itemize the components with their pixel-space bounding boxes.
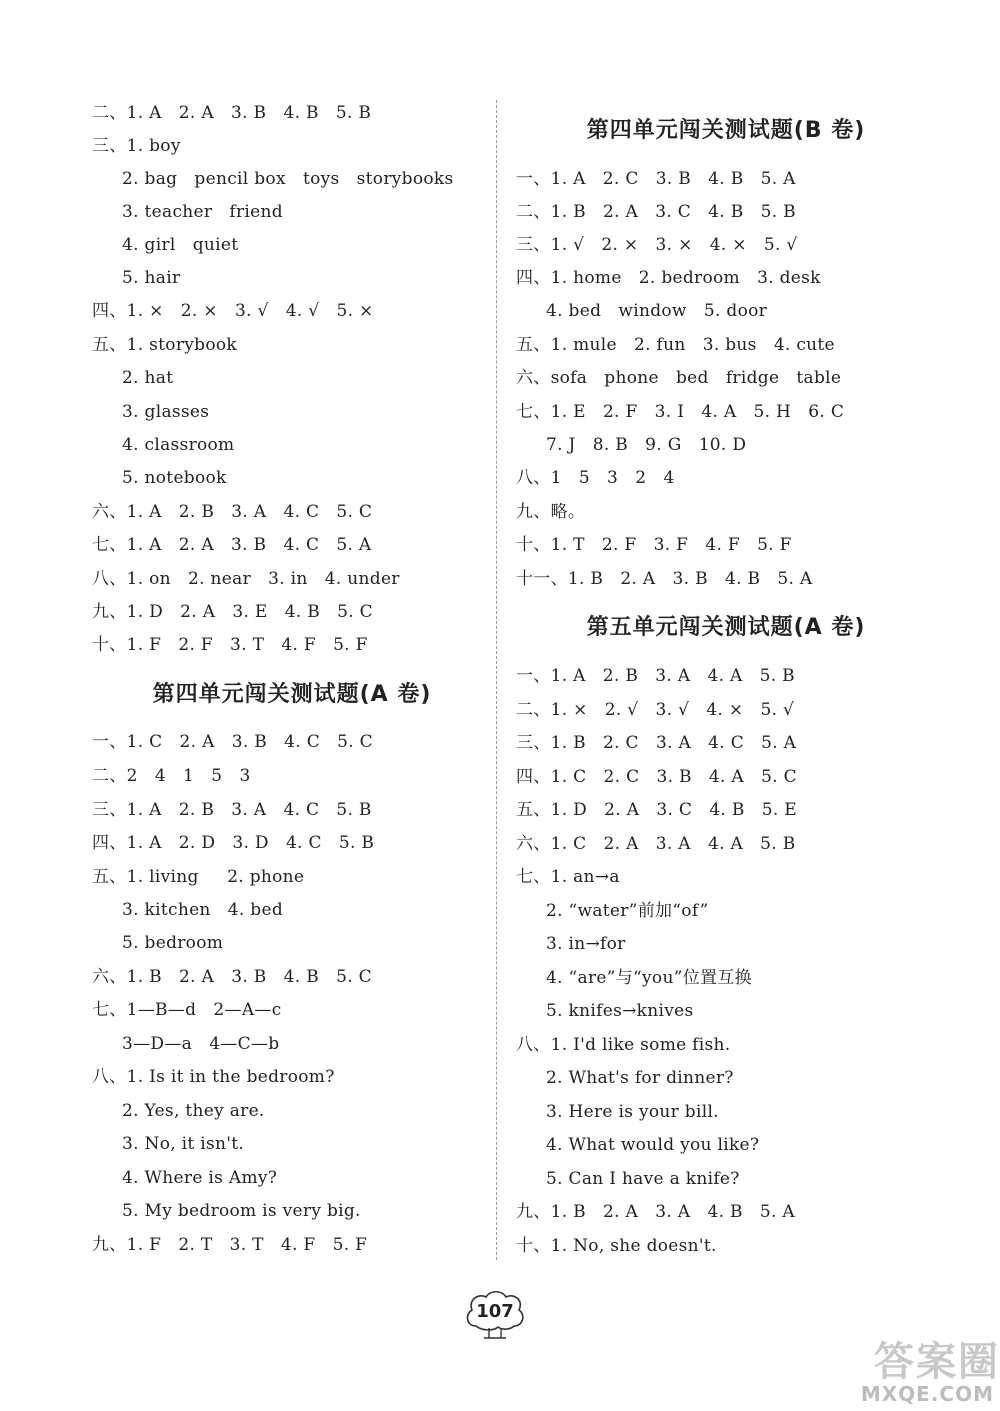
answer-line: 七、1—B—d 2—A—c bbox=[92, 1000, 282, 1020]
answer-line: 六、sofa phone bed fridge table bbox=[516, 368, 842, 388]
answer-line: 4. What would you like? bbox=[546, 1135, 760, 1155]
answer-line: 3—D—a 4—C—b bbox=[122, 1034, 280, 1054]
answer-line: 3. in→for bbox=[546, 934, 626, 954]
answer-line: 五、1. D 2. A 3. C 4. B 5. E bbox=[516, 800, 797, 820]
watermark-logo-text: 答案圈 bbox=[874, 1339, 1000, 1385]
answer-line: 5. knifes→knives bbox=[546, 1001, 694, 1021]
answer-line: 3. teacher friend bbox=[122, 202, 283, 222]
answer-line: 七、1. E 2. F 3. I 4. A 5. H 6. C bbox=[516, 402, 845, 422]
answer-line: 十、1. T 2. F 3. F 4. F 5. F bbox=[516, 535, 792, 555]
answer-line: 七、1. an→a bbox=[516, 867, 620, 887]
answer-line: 七、1. A 2. A 3. B 4. C 5. A bbox=[92, 535, 372, 555]
answer-line: 九、略。 bbox=[516, 502, 586, 522]
answer-line: 5. Can I have a knife? bbox=[546, 1169, 740, 1189]
answer-line: 3. Here is your bill. bbox=[546, 1102, 719, 1122]
answer-line: 3. No, it isn't. bbox=[122, 1134, 245, 1154]
answer-line: 八、1. on 2. near 3. in 4. under bbox=[92, 569, 400, 589]
answer-line: 4. Where is Amy? bbox=[122, 1168, 278, 1188]
answer-line: 5. notebook bbox=[122, 468, 227, 488]
answer-line: 二、2 4 1 5 3 bbox=[92, 766, 251, 786]
answer-line: 四、1. home 2. bedroom 3. desk bbox=[516, 268, 821, 288]
answer-line: 十一、1. B 2. A 3. B 4. B 5. A bbox=[516, 569, 813, 589]
answer-line: 三、1. A 2. B 3. A 4. C 5. B bbox=[92, 800, 372, 820]
answer-line: 十、1. No, she doesn't. bbox=[516, 1236, 717, 1256]
answer-line: 3. kitchen 4. bed bbox=[122, 900, 284, 920]
answer-line: 二、1. B 2. A 3. C 4. B 5. B bbox=[516, 202, 796, 222]
answer-line: 五、1. living 2. phone bbox=[92, 867, 305, 887]
watermark-url: MXQE.COM bbox=[860, 1382, 994, 1406]
answer-line: 一、1. A 2. C 3. B 4. B 5. A bbox=[516, 169, 796, 189]
answer-line: 五、1. storybook bbox=[92, 335, 237, 355]
answer-line: 三、1. B 2. C 3. A 4. C 5. A bbox=[516, 733, 797, 753]
answer-line: 三、1. √ 2. × 3. × 4. × 5. √ bbox=[516, 235, 798, 255]
answer-line: 六、1. C 2. A 3. A 4. A 5. B bbox=[516, 834, 796, 854]
answer-line: 二、1. A 2. A 3. B 4. B 5. B bbox=[92, 103, 372, 123]
watermark bbox=[840, 1330, 1000, 1411]
answer-line: 六、1. B 2. A 3. B 4. B 5. C bbox=[92, 967, 372, 987]
column-divider bbox=[496, 100, 497, 1260]
answer-line: 3. glasses bbox=[122, 402, 210, 422]
answer-line: 二、1. × 2. √ 3. √ 4. × 5. √ bbox=[516, 700, 795, 720]
answer-line: 六、1. A 2. B 3. A 4. C 5. C bbox=[92, 502, 373, 522]
answer-line: 2. “water”前加“of” bbox=[546, 901, 709, 921]
answer-line: 2. What's for dinner? bbox=[546, 1068, 734, 1088]
answer-line: 三、1. boy bbox=[92, 136, 181, 156]
answer-line: 2. bag pencil box toys storybooks bbox=[122, 169, 454, 189]
page-number bbox=[462, 1288, 528, 1340]
answer-line: 八、1. I'd like some fish. bbox=[516, 1035, 731, 1055]
answer-line: 4. classroom bbox=[122, 435, 235, 455]
answer-line: 4. “are”与“you”位置互换 bbox=[546, 968, 752, 988]
answer-line: 5. My bedroom is very big. bbox=[122, 1201, 361, 1221]
answer-line: 四、1. × 2. × 3. √ 4. √ 5. × bbox=[92, 301, 374, 321]
answer-line: 四、1. A 2. D 3. D 4. C 5. B bbox=[92, 833, 375, 853]
answer-line: 5. bedroom bbox=[122, 933, 224, 953]
answer-line: 一、1. A 2. B 3. A 4. A 5. B bbox=[516, 666, 795, 686]
answer-line: 五、1. mule 2. fun 3. bus 4. cute bbox=[516, 335, 835, 355]
answer-line: 2. Yes, they are. bbox=[122, 1101, 265, 1121]
answer-line: 九、1. F 2. T 3. T 4. F 5. F bbox=[92, 1235, 368, 1255]
page-number-text: 107 bbox=[476, 1301, 514, 1322]
answer-line: 一、1. C 2. A 3. B 4. C 5. C bbox=[92, 732, 373, 752]
answer-line: 四、1. C 2. C 3. B 4. A 5. C bbox=[516, 767, 797, 787]
answer-line: 4. girl quiet bbox=[122, 235, 239, 255]
section-heading: 第四单元闯关测试题(A 卷) bbox=[152, 682, 432, 707]
answer-line: 八、1 5 3 2 4 bbox=[516, 468, 675, 488]
answer-line: 5. hair bbox=[122, 268, 181, 288]
answer-line: 九、1. B 2. A 3. A 4. B 5. A bbox=[516, 1202, 795, 1222]
answer-line: 7. J 8. B 9. G 10. D bbox=[546, 435, 747, 455]
answer-line: 2. hat bbox=[122, 368, 174, 388]
answer-line: 4. bed window 5. door bbox=[546, 301, 768, 321]
section-heading: 第五单元闯关测试题(A 卷) bbox=[586, 615, 866, 640]
answer-line: 九、1. D 2. A 3. E 4. B 5. C bbox=[92, 602, 373, 622]
section-heading: 第四单元闯关测试题(B 卷) bbox=[586, 118, 866, 143]
answer-line: 八、1. Is it in the bedroom? bbox=[92, 1067, 335, 1087]
answer-line: 十、1. F 2. F 3. T 4. F 5. F bbox=[92, 635, 368, 655]
